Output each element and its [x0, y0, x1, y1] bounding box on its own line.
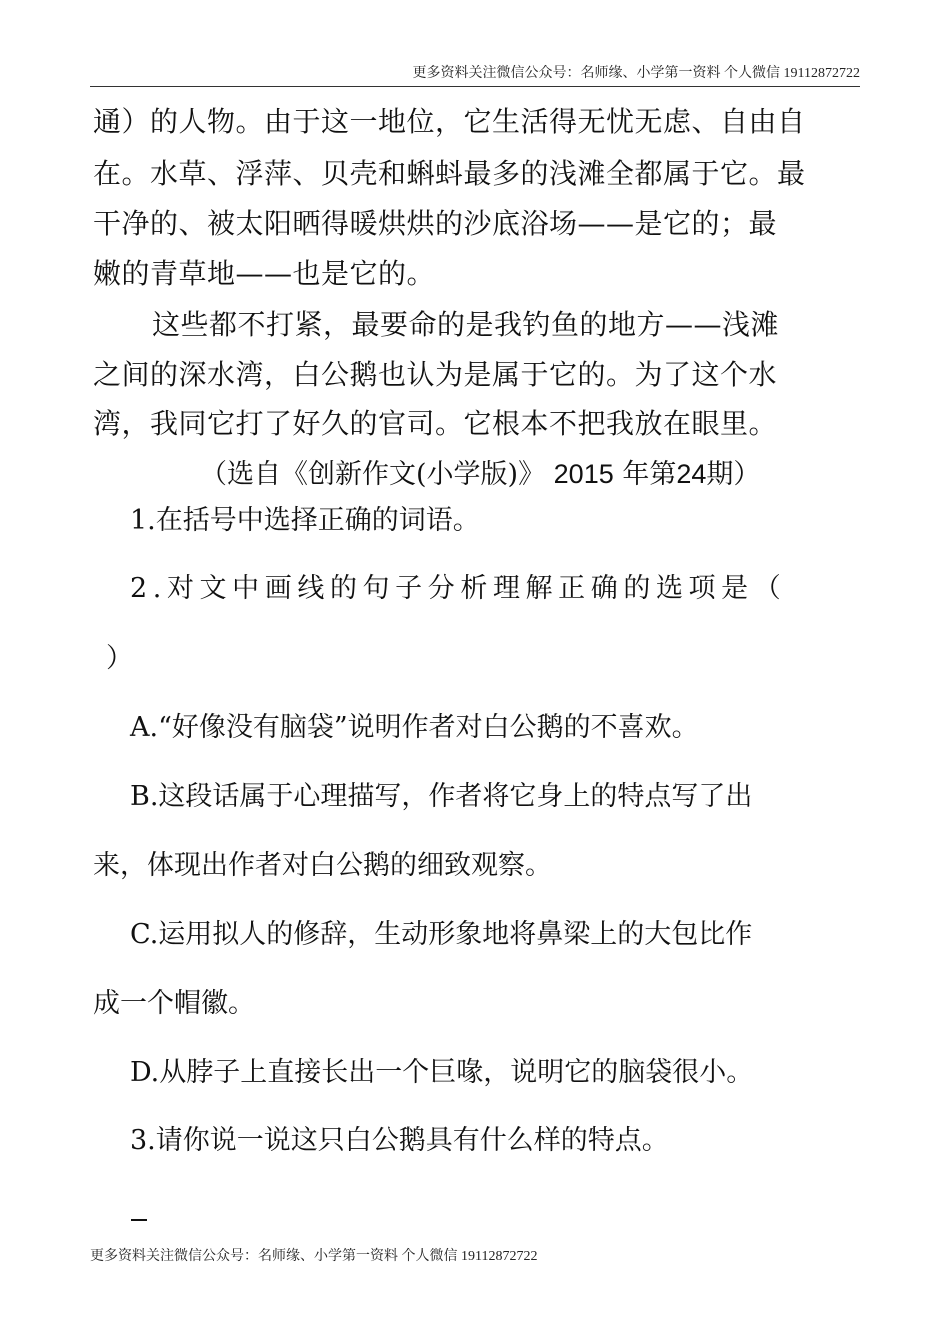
header-divider: [90, 86, 860, 87]
question-1: 1.在括号中选择正确的词语。: [130, 505, 480, 536]
passage-line-1: 通）的人物。由于这一地位，它生活得无忧无虑、自由自: [93, 105, 806, 138]
passage-line-7: 湾，我同它打了好久的官司。它根本不把我放在眼里。: [93, 407, 778, 440]
option-d: D.从脖子上直接长出一个巨喙，说明它的脑袋很小。: [130, 1057, 754, 1088]
passage-line-5: 这些都不打紧，最要命的是我钓鱼的地方——浅滩: [152, 308, 780, 341]
question-2-line-2: ）: [106, 643, 133, 674]
option-c-line-1: C.运用拟人的修辞，生动形象地将鼻梁上的大包比作: [130, 919, 753, 950]
passage-line-2: 在。水草、浮萍、贝壳和蝌蚪最多的浅滩全都属于它。最: [93, 157, 806, 190]
source-suffix: 年第: [622, 459, 677, 490]
passage-line-6: 之间的深水湾，白公鹅也认为是属于它的。为了这个水: [93, 358, 778, 391]
source-prefix: （选自《创新作文(小学版)》: [200, 459, 554, 490]
passage-line-3: 干净的、被太阳晒得暖烘烘的沙底浴场——是它的；最: [93, 207, 778, 240]
page-header: 更多资料关注微信公众号：名师缘、小学第一资料 个人微信 19112872722: [412, 66, 860, 81]
passage-line-4: 嫩的青草地——也是它的。: [93, 257, 436, 290]
option-b-line-1: B.这段话属于心理描写，作者将它身上的特点写了出: [130, 781, 753, 812]
page-footer: 更多资料关注微信公众号：名师缘、小学第一资料 个人微信 19112872722: [90, 1249, 538, 1264]
source-issue: 24: [676, 459, 707, 489]
source-year: 2015: [553, 459, 614, 489]
answer-line: [131, 1219, 147, 1221]
option-a: A.“好像没有脑袋”说明作者对白公鹅的不喜欢。: [130, 712, 699, 743]
option-b-line-2: 来，体现出作者对白公鹅的细致观察。: [93, 850, 552, 881]
source-end: 期）: [706, 459, 761, 490]
question-3: 3.请你说一说这只白公鹅具有什么样的特点。: [130, 1125, 669, 1156]
question-2-line-1: 2.对文中画线的句子分析理解正确的选项是（: [130, 573, 787, 604]
source-citation: [200, 452, 760, 491]
option-c-line-2: 成一个帽徽。: [93, 988, 255, 1019]
